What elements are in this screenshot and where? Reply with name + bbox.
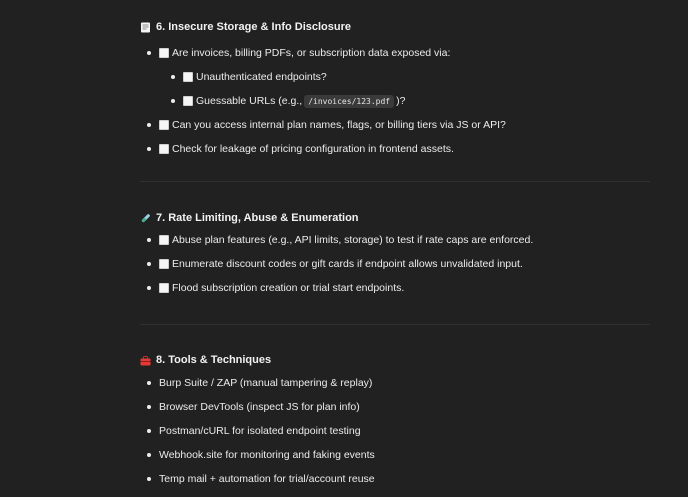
- list-item: [140, 89, 650, 113]
- item-text: Browser DevTools (inspect JS for plan info): [159, 401, 360, 413]
- item-text: Unauthenticated endpoints?: [196, 71, 327, 83]
- list-item: [140, 41, 650, 65]
- list-item: [140, 276, 650, 300]
- checkbox[interactable]: [159, 259, 169, 269]
- item-text: Abuse plan features (e.g., API limits, storage) to test if rate caps are enforced.: [172, 234, 534, 246]
- section-tools: [140, 352, 650, 491]
- list-item: [140, 113, 650, 137]
- section-6-list: [140, 41, 650, 161]
- checkbox[interactable]: [159, 235, 169, 245]
- checkbox[interactable]: [159, 283, 169, 293]
- checkbox[interactable]: [183, 96, 193, 106]
- list-item: [140, 137, 650, 161]
- section-7-title: 7. Rate Limiting, Abuse & Enumeration: [156, 212, 359, 224]
- list-item: [140, 228, 650, 252]
- list-item: [140, 371, 650, 395]
- inline-code: /invoices/123.pdf: [304, 95, 394, 108]
- memo-icon: [140, 22, 151, 33]
- section-7-heading: [140, 210, 650, 226]
- divider: [140, 324, 650, 325]
- section-rate-limiting: [140, 210, 650, 300]
- list-item: [140, 252, 650, 276]
- item-text: Enumerate discount codes or gift cards if endpoint allows unvalidated input.: [172, 258, 523, 270]
- item-text-suffix: )?: [396, 95, 406, 107]
- item-text: Burp Suite / ZAP (manual tampering & replay): [159, 377, 373, 389]
- item-text: Temp mail + automation for trial/account reuse: [159, 473, 375, 485]
- list-item: [140, 65, 650, 89]
- section-8-title: 8. Tools & Techniques: [156, 354, 272, 366]
- list-item: [140, 419, 650, 443]
- divider: [140, 181, 650, 182]
- checkbox[interactable]: [159, 144, 169, 154]
- item-text: Guessable URLs (e.g.,: [196, 95, 303, 107]
- item-text: Are invoices, billing PDFs, or subscription data exposed via:: [172, 47, 451, 59]
- section-8-heading: [140, 352, 650, 368]
- item-text: Check for leakage of pricing configuration in frontend assets.: [172, 143, 454, 155]
- checkbox[interactable]: [159, 48, 169, 58]
- item-text: Postman/cURL for isolated endpoint testing: [159, 425, 361, 437]
- section-6-title: 6. Insecure Storage & Info Disclosure: [156, 21, 352, 33]
- section-7-list: [140, 228, 650, 300]
- test-tube-icon: [140, 213, 151, 224]
- list-item: [140, 467, 650, 491]
- checkbox[interactable]: [159, 120, 169, 130]
- checkbox[interactable]: [183, 72, 193, 82]
- list-item: [140, 443, 650, 467]
- section-8-list: [140, 371, 650, 491]
- section-6-heading: [140, 19, 650, 35]
- section-insecure-storage: [140, 19, 650, 161]
- item-text: Can you access internal plan names, flags, or billing tiers via JS or API?: [172, 119, 506, 131]
- toolbox-icon: [140, 355, 151, 366]
- item-text: Flood subscription creation or trial start endpoints.: [172, 282, 405, 294]
- item-text: Webhook.site for monitoring and faking events: [159, 449, 375, 461]
- list-item: [140, 395, 650, 419]
